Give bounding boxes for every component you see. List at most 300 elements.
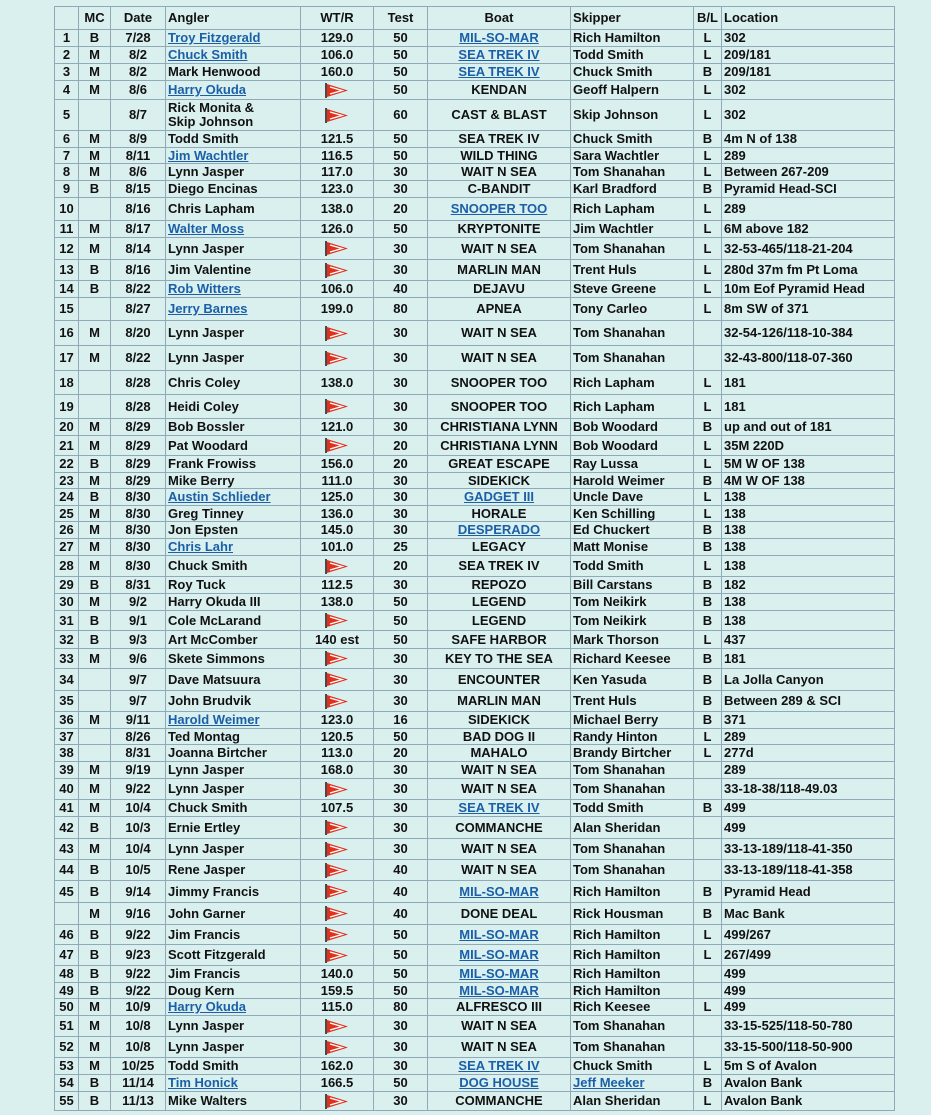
- row-number: 33: [55, 649, 79, 669]
- table-row: [55, 181, 895, 198]
- angler-cell: Jon Epsten: [166, 522, 301, 539]
- test-cell: 50: [374, 221, 428, 238]
- row-number: 37: [55, 729, 79, 745]
- table-row: [55, 522, 895, 539]
- date-cell: 9/22: [111, 779, 166, 800]
- mc-cell: B: [79, 181, 111, 198]
- bl-cell: L: [694, 221, 722, 238]
- date-cell: 9/7: [111, 691, 166, 712]
- skipper-cell: Rich Lapham: [571, 198, 694, 221]
- catch-table-container: [54, 6, 895, 1111]
- bl-cell: [694, 779, 722, 800]
- location-cell: Mac Bank: [722, 903, 895, 925]
- boat-cell: KENDAN: [428, 81, 571, 100]
- boat-cell: WAIT N SEA: [428, 1037, 571, 1058]
- skipper-cell: Harold Weimer: [571, 473, 694, 489]
- row-number: 34: [55, 669, 79, 691]
- location-cell: 289: [722, 729, 895, 745]
- boat-cell-link[interactable]: DESPERADO: [457, 522, 541, 537]
- skipper-cell: Rich Hamilton: [571, 881, 694, 903]
- bl-cell: L: [694, 489, 722, 506]
- skipper-cell: Uncle Dave: [571, 489, 694, 506]
- location-cell: 181: [722, 395, 895, 419]
- row-number: 23: [55, 473, 79, 489]
- boat-cell: WAIT N SEA: [428, 321, 571, 346]
- table-row: [55, 1037, 895, 1058]
- location-cell: Between 289 & SCI: [722, 691, 895, 712]
- skipper-cell: Rich Lapham: [571, 395, 694, 419]
- release-flag-icon: [324, 819, 350, 836]
- table-row: [55, 1058, 895, 1075]
- weight-cell: [301, 81, 374, 100]
- test-cell: 50: [374, 729, 428, 745]
- boat-cell-link[interactable]: MIL-SO-MAR: [459, 30, 539, 45]
- test-cell: 20: [374, 198, 428, 221]
- boat-cell: WAIT N SEA: [428, 238, 571, 260]
- angler-cell-link[interactable]: Rob Witters: [168, 281, 241, 296]
- bl-cell: [694, 321, 722, 346]
- angler-cell[interactable]: [166, 81, 301, 100]
- table-row: [55, 1016, 895, 1037]
- header-number: [55, 7, 79, 30]
- angler-cell: Rick Monita & Skip Johnson: [166, 100, 301, 131]
- boat-cell: CAST & BLAST: [428, 100, 571, 131]
- boat-cell: CHRISTIANA LYNN: [428, 419, 571, 436]
- angler-cell[interactable]: [166, 221, 301, 238]
- boat-cell: ENCOUNTER: [428, 669, 571, 691]
- weight-cell: [301, 100, 374, 131]
- date-cell: 10/5: [111, 860, 166, 881]
- bl-cell: B: [694, 473, 722, 489]
- angler-cell-link[interactable]: Harry Okuda: [168, 82, 247, 97]
- table-row: [55, 321, 895, 346]
- location-cell: 499: [722, 999, 895, 1016]
- row-number: 52: [55, 1037, 79, 1058]
- bl-cell: L: [694, 556, 722, 577]
- angler-cell[interactable]: [166, 539, 301, 556]
- mc-cell: M: [79, 522, 111, 539]
- mc-cell: B: [79, 489, 111, 506]
- bl-cell: [694, 346, 722, 371]
- weight-cell: [301, 881, 374, 903]
- skipper-cell: Todd Smith: [571, 800, 694, 817]
- weight-cell: [301, 556, 374, 577]
- date-cell: 8/30: [111, 522, 166, 539]
- bl-cell: B: [694, 522, 722, 539]
- boat-cell-link[interactable]: SEA TREK IV: [458, 47, 540, 62]
- bl-cell: B: [694, 419, 722, 436]
- test-cell: 50: [374, 131, 428, 148]
- angler-cell: Ted Montag: [166, 729, 301, 745]
- weight-cell: 145.0: [301, 522, 374, 539]
- location-cell: 499: [722, 800, 895, 817]
- mc-cell: M: [79, 47, 111, 64]
- weight-cell: 117.0: [301, 164, 374, 181]
- boat-cell-link[interactable]: SEA TREK IV: [458, 800, 540, 815]
- boat-cell: KEY TO THE SEA: [428, 649, 571, 669]
- angler-cell-link[interactable]: Jim Wachtler: [168, 147, 249, 163]
- boat-cell[interactable]: [428, 47, 571, 64]
- skipper-cell: Bob Woodard: [571, 436, 694, 456]
- release-flag-icon: [324, 325, 350, 342]
- table-row: [55, 577, 895, 594]
- angler-cell[interactable]: [166, 47, 301, 64]
- boat-cell[interactable]: [428, 489, 571, 506]
- weight-cell: 166.5: [301, 1075, 374, 1092]
- boat-cell-link[interactable]: MIL-SO-MAR: [459, 982, 539, 998]
- weight-cell: [301, 925, 374, 945]
- mc-cell: M: [79, 1016, 111, 1037]
- mc-cell: M: [79, 712, 111, 729]
- skipper-cell: Todd Smith: [571, 556, 694, 577]
- boat-cell[interactable]: [428, 1075, 571, 1092]
- boat-cell[interactable]: [428, 30, 571, 47]
- mc-cell: M: [79, 779, 111, 800]
- location-cell: 182: [722, 577, 895, 594]
- mc-cell: M: [79, 839, 111, 860]
- location-cell: 499: [722, 966, 895, 983]
- weight-cell: [301, 238, 374, 260]
- angler-cell-link[interactable]: Harry Okuda: [168, 999, 247, 1014]
- release-flag-icon: [324, 947, 350, 964]
- bl-cell: B: [694, 800, 722, 817]
- location-cell: Avalon Bank: [722, 1092, 895, 1111]
- row-number: 36: [55, 712, 79, 729]
- angler-cell[interactable]: [166, 148, 301, 164]
- angler-cell: Mike Berry: [166, 473, 301, 489]
- angler-cell: Harry Okuda III: [166, 594, 301, 611]
- bl-cell: L: [694, 298, 722, 321]
- row-number: 42: [55, 817, 79, 839]
- test-cell: 40: [374, 903, 428, 925]
- row-number: 46: [55, 925, 79, 945]
- row-number: 29: [55, 577, 79, 594]
- boat-cell[interactable]: [428, 800, 571, 817]
- bl-cell: [694, 839, 722, 860]
- bl-cell: B: [694, 64, 722, 81]
- angler-cell: Greg Tinney: [166, 506, 301, 522]
- date-cell: 8/26: [111, 729, 166, 745]
- test-cell: 50: [374, 148, 428, 164]
- table-row: [55, 925, 895, 945]
- date-cell: 9/22: [111, 983, 166, 999]
- test-cell: 30: [374, 260, 428, 281]
- header-weight: WT/R: [301, 7, 374, 30]
- angler-cell[interactable]: [166, 489, 301, 506]
- angler-cell-link[interactable]: Troy Fitzgerald: [168, 30, 261, 45]
- test-cell: 50: [374, 47, 428, 64]
- angler-cell: John Garner: [166, 903, 301, 925]
- weight-cell: 199.0: [301, 298, 374, 321]
- location-cell: 4m N of 138: [722, 131, 895, 148]
- boat-cell: WAIT N SEA: [428, 164, 571, 181]
- angler-cell: Mike Walters: [166, 1092, 301, 1111]
- date-cell: 9/1: [111, 611, 166, 631]
- weight-cell: 162.0: [301, 1058, 374, 1075]
- mc-cell: M: [79, 594, 111, 611]
- angler-cell[interactable]: [166, 999, 301, 1016]
- skipper-cell: Alan Sheridan: [571, 817, 694, 839]
- row-number: 53: [55, 1058, 79, 1075]
- table-row: [55, 762, 895, 779]
- test-cell: 30: [374, 473, 428, 489]
- bl-cell: [694, 860, 722, 881]
- release-flag-icon: [324, 1018, 350, 1035]
- weight-cell: 107.5: [301, 800, 374, 817]
- weight-cell: [301, 321, 374, 346]
- bl-cell: B: [694, 594, 722, 611]
- row-number: 51: [55, 1016, 79, 1037]
- boat-cell[interactable]: [428, 881, 571, 903]
- boat-cell-link[interactable]: MIL-SO-MAR: [459, 966, 539, 981]
- boat-cell[interactable]: [428, 966, 571, 983]
- table-row: [55, 669, 895, 691]
- angler-cell-link[interactable]: Walter Moss: [168, 221, 245, 236]
- boat-cell: WAIT N SEA: [428, 839, 571, 860]
- weight-cell: [301, 346, 374, 371]
- boat-cell-link[interactable]: MIL-SO-MAR: [459, 883, 539, 899]
- bl-cell: L: [694, 999, 722, 1016]
- bl-cell: L: [694, 260, 722, 281]
- location-cell: 181: [722, 371, 895, 395]
- boat-cell[interactable]: [428, 64, 571, 81]
- table-row: [55, 611, 895, 631]
- angler-cell: Art McComber: [166, 631, 301, 649]
- row-number: 5: [55, 100, 79, 131]
- row-number: 41: [55, 800, 79, 817]
- mc-cell: B: [79, 945, 111, 966]
- bl-cell: B: [694, 712, 722, 729]
- bl-cell: B: [694, 903, 722, 925]
- location-cell: 138: [722, 594, 895, 611]
- bl-cell: L: [694, 148, 722, 164]
- test-cell: 30: [374, 1037, 428, 1058]
- row-number: 31: [55, 611, 79, 631]
- boat-cell[interactable]: [428, 522, 571, 539]
- boat-cell-link[interactable]: SEA TREK IV: [458, 64, 540, 79]
- table-row: [55, 64, 895, 81]
- angler-cell: Lynn Jasper: [166, 164, 301, 181]
- boat-cell: COMMANCHE: [428, 1092, 571, 1111]
- row-number: 54: [55, 1075, 79, 1092]
- mc-cell: [79, 745, 111, 762]
- boat-cell[interactable]: [428, 1058, 571, 1075]
- date-cell: 10/4: [111, 839, 166, 860]
- bl-cell: L: [694, 506, 722, 522]
- boat-cell: MARLIN MAN: [428, 260, 571, 281]
- angler-cell-link[interactable]: Harold Weimer: [168, 712, 260, 727]
- location-cell: 138: [722, 611, 895, 631]
- boat-cell-link[interactable]: SNOOPER TOO: [450, 201, 548, 216]
- mc-cell: [79, 669, 111, 691]
- angler-cell[interactable]: [166, 1075, 301, 1092]
- angler-cell: Jim Francis: [166, 925, 301, 945]
- location-cell: 33-15-525/118-50-780: [722, 1016, 895, 1037]
- boat-cell: ALFRESCO III: [428, 999, 571, 1016]
- angler-cell: Joanna Birtcher: [166, 745, 301, 762]
- angler-cell[interactable]: [166, 281, 301, 298]
- skipper-cell: Tom Shanahan: [571, 164, 694, 181]
- date-cell: 9/2: [111, 594, 166, 611]
- skipper-cell: Ken Yasuda: [571, 669, 694, 691]
- date-cell: 9/22: [111, 925, 166, 945]
- table-row: [55, 436, 895, 456]
- skipper-cell: Tom Shanahan: [571, 321, 694, 346]
- table-row: [55, 298, 895, 321]
- angler-cell: Jimmy Francis: [166, 881, 301, 903]
- date-cell: 7/28: [111, 30, 166, 47]
- date-cell: 8/29: [111, 436, 166, 456]
- weight-cell: [301, 669, 374, 691]
- skipper-cell: Tom Neikirk: [571, 594, 694, 611]
- release-flag-icon: [324, 841, 350, 858]
- location-cell: 33-18-38/118-49.03: [722, 779, 895, 800]
- boat-cell-link[interactable]: DOG HOUSE: [459, 1075, 539, 1090]
- boat-cell[interactable]: [428, 925, 571, 945]
- table-row: [55, 100, 895, 131]
- date-cell: 8/2: [111, 64, 166, 81]
- angler-cell: Chuck Smith: [166, 800, 301, 817]
- release-flag-icon: [324, 558, 350, 575]
- location-cell: 289: [722, 762, 895, 779]
- angler-cell-link[interactable]: Tim Honick: [168, 1075, 238, 1090]
- date-cell: 8/16: [111, 198, 166, 221]
- boat-cell: WILD THING: [428, 148, 571, 164]
- test-cell: 40: [374, 860, 428, 881]
- skipper-cell-link[interactable]: Jeff Meeker: [573, 1075, 645, 1090]
- table-row: [55, 148, 895, 164]
- date-cell: 9/3: [111, 631, 166, 649]
- row-number: 17: [55, 346, 79, 371]
- skipper-cell: Tom Neikirk: [571, 611, 694, 631]
- test-cell: 30: [374, 522, 428, 539]
- bl-cell: L: [694, 436, 722, 456]
- angler-cell: Doug Kern: [166, 983, 301, 999]
- angler-cell-link[interactable]: Chuck Smith: [168, 47, 248, 62]
- table-row: [55, 47, 895, 64]
- angler-cell: Lynn Jasper: [166, 346, 301, 371]
- boat-cell[interactable]: [428, 983, 571, 999]
- skipper-cell: Rich Lapham: [571, 371, 694, 395]
- bl-cell: L: [694, 925, 722, 945]
- date-cell: 8/29: [111, 419, 166, 436]
- bl-cell: L: [694, 281, 722, 298]
- weight-cell: 129.0: [301, 30, 374, 47]
- date-cell: 10/8: [111, 1037, 166, 1058]
- row-number: 4: [55, 81, 79, 100]
- header-angler: Angler: [166, 7, 301, 30]
- mc-cell: B: [79, 281, 111, 298]
- row-number: 3: [55, 64, 79, 81]
- boat-cell-link[interactable]: GADGET III: [463, 489, 535, 504]
- skipper-cell: Ken Schilling: [571, 506, 694, 522]
- bl-cell: [694, 1037, 722, 1058]
- angler-cell: Frank Frowiss: [166, 456, 301, 473]
- mc-cell: B: [79, 30, 111, 47]
- angler-cell: Bob Bossler: [166, 419, 301, 436]
- mc-cell: [79, 691, 111, 712]
- mc-cell: B: [79, 860, 111, 881]
- weight-cell: 160.0: [301, 64, 374, 81]
- weight-cell: 111.0: [301, 473, 374, 489]
- location-cell: 8m SW of 371: [722, 298, 895, 321]
- angler-cell: Chris Coley: [166, 371, 301, 395]
- row-number: 47: [55, 945, 79, 966]
- boat-cell[interactable]: [428, 945, 571, 966]
- release-flag-icon: [324, 883, 350, 900]
- date-cell: 9/14: [111, 881, 166, 903]
- boat-cell: COMMANCHE: [428, 817, 571, 839]
- table-row: [55, 881, 895, 903]
- angler-cell[interactable]: [166, 30, 301, 47]
- bl-cell: B: [694, 1075, 722, 1092]
- weight-cell: 136.0: [301, 506, 374, 522]
- release-flag-icon: [324, 650, 350, 667]
- table-row: [55, 839, 895, 860]
- boat-cell: SIDEKICK: [428, 473, 571, 489]
- weight-cell: 106.0: [301, 47, 374, 64]
- angler-cell: Diego Encinas: [166, 181, 301, 198]
- mc-cell: M: [79, 539, 111, 556]
- test-cell: 50: [374, 1075, 428, 1092]
- test-cell: 50: [374, 81, 428, 100]
- date-cell: 9/11: [111, 712, 166, 729]
- angler-cell-link[interactable]: Jerry Barnes: [168, 301, 248, 316]
- bl-cell: B: [694, 131, 722, 148]
- release-flag-icon: [324, 862, 350, 879]
- angler-cell[interactable]: [166, 712, 301, 729]
- bl-cell: [694, 762, 722, 779]
- date-cell: 8/16: [111, 260, 166, 281]
- boat-cell[interactable]: [428, 198, 571, 221]
- boat-cell-link[interactable]: SEA TREK IV: [458, 1058, 540, 1073]
- bl-cell: L: [694, 164, 722, 181]
- skipper-cell: Jim Wachtler: [571, 221, 694, 238]
- skipper-cell: Mark Thorson: [571, 631, 694, 649]
- location-cell: 6M above 182: [722, 221, 895, 238]
- test-cell: 80: [374, 298, 428, 321]
- angler-cell: Chuck Smith: [166, 556, 301, 577]
- boat-cell-link[interactable]: MIL-SO-MAR: [459, 926, 539, 942]
- bl-cell: L: [694, 745, 722, 762]
- date-cell: 8/30: [111, 506, 166, 522]
- release-flag-icon: [324, 612, 350, 629]
- skipper-cell: Sara Wachtler: [571, 148, 694, 164]
- angler-cell-link[interactable]: Chris Lahr: [168, 539, 234, 554]
- date-cell: 8/17: [111, 221, 166, 238]
- release-flag-icon: [324, 398, 350, 415]
- angler-cell[interactable]: [166, 298, 301, 321]
- row-number: 19: [55, 395, 79, 419]
- angler-cell: Cole McLarand: [166, 611, 301, 631]
- table-row: [55, 395, 895, 419]
- bl-cell: L: [694, 631, 722, 649]
- skipper-cell[interactable]: [571, 1075, 694, 1092]
- table-row: [55, 594, 895, 611]
- mc-cell: M: [79, 473, 111, 489]
- row-number: 39: [55, 762, 79, 779]
- mc-cell: B: [79, 966, 111, 983]
- angler-cell-link[interactable]: Austin Schlieder: [168, 489, 271, 504]
- date-cell: 8/29: [111, 473, 166, 489]
- weight-cell: [301, 436, 374, 456]
- test-cell: 50: [374, 594, 428, 611]
- boat-cell-link[interactable]: MIL-SO-MAR: [459, 947, 539, 962]
- table-row: [55, 966, 895, 983]
- test-cell: 30: [374, 506, 428, 522]
- mc-cell: M: [79, 999, 111, 1016]
- release-flag-icon: [324, 262, 350, 279]
